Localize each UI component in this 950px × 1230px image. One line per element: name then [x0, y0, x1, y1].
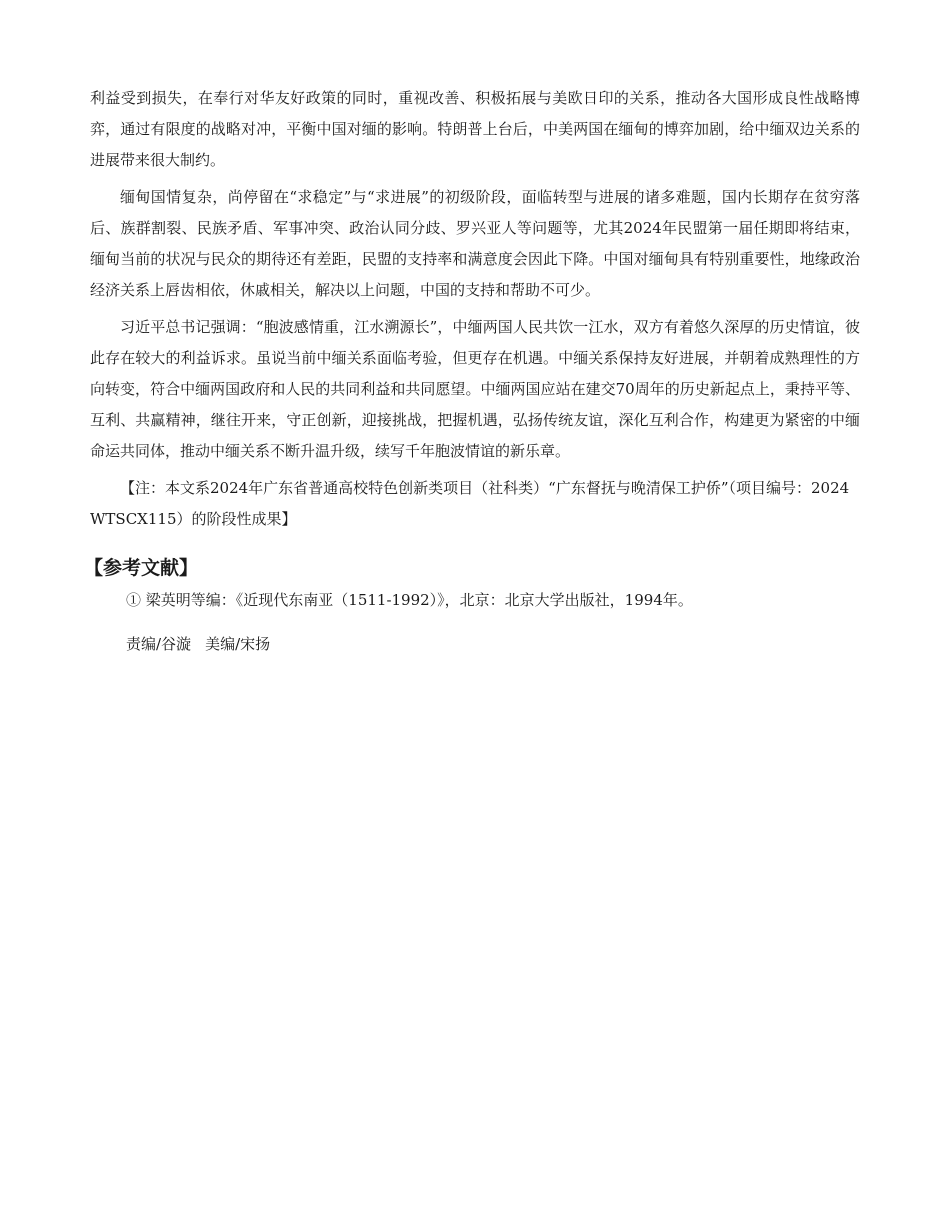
body-paragraph-2: 缅甸国情复杂，尚停留在“求稳定”与“求进展”的初级阶段，面临转型与进展的诸多难题，国内长期存在贫穷落后、族群割裂、民族矛盾、军事冲突、政治认同分歧、罗兴亚人等问题等，尤其2024年民盟第一届任期即将结束，缅甸当前的状况与民众的期待还有差距，民盟的支持率和满意度会因此下降。中国对缅甸具有特别重要性，地缘政治经济关系上唇齿相依，休戚相关，解决以上问题，中国的支持和帮助不可少。: [90, 188, 860, 299]
editor-credit: 责编/谷漩: [126, 635, 192, 653]
designer-credit: 美编/宋扬: [205, 635, 271, 653]
references-heading: 【参考文献】: [84, 557, 199, 579]
document-page: [84, 83, 860, 659]
reference-item-1: ① 梁英明等编：《近现代东南亚（1511-1992）》，北京：北京大学出版社，1994年。: [126, 591, 693, 609]
body-paragraph-1: 利益受到损失，在奉行对华友好政策的同时，重视改善、积极拓展与美欧日印的关系，推动各大国形成良性战略博弈，通过有限度的战略对冲，平衡中国对缅的影响。特朗普上台后，中美两国在缅甸的博弈加剧，给中缅双边关系的进展带来很大制约。: [90, 89, 860, 169]
body-paragraph-3: 习近平总书记强调：“胞波感情重，江水溯源长”，中缅两国人民共饮一江水，双方有着悠久深厚的历史情谊，彼此存在较大的利益诉求。虽说当前中缅关系面临考验，但更存在机遇。中缅关系保持友好进展，并朝着成熟理性的方向转变，符合中缅两国政府和人民的共同利益和共同愿望。中缅两国应站在建交70周年的历史新起点上，秉持平等、互利、共赢精神，继往开来，守正创新，迎接挑战，把握机遇，弘扬传统友谊，深化互利合作，构建更为紧密的中缅命运共同体，推动中缅关系不断升温升级，续写千年胞波情谊的新乐章。: [90, 318, 860, 460]
editor-credits: [126, 629, 860, 659]
funding-note: 【注：本文系2024年广东省普通高校特色创新类项目（社科类）“广东督抚与晚清保工护侨”（项目编号：2024WTSCX115）的阶段性成果】: [90, 479, 850, 528]
